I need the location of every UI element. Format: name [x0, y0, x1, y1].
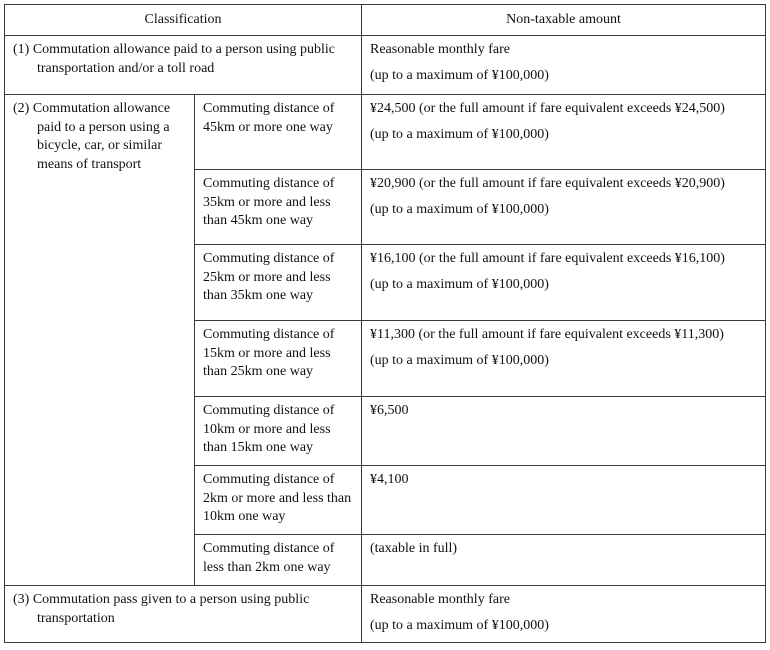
amount-max: (up to a maximum of ¥100,000) [370, 67, 549, 83]
amount-cell [362, 466, 766, 535]
amount-text: Reasonable monthly fare [370, 42, 510, 57]
amount-text: ¥6,500 [370, 403, 409, 418]
amount-text: ¥16,100 (or the full amount if fare equivalent exceeds ¥16,100) [370, 251, 725, 266]
distance-cell: Commuting distance of 10km or more and less than 15km one way [195, 397, 362, 466]
amount-text: (taxable in full) [370, 541, 458, 556]
header-non-taxable-amount: Non-taxable amount [362, 5, 766, 36]
amount-max: (up to a maximum of ¥100,000) [370, 617, 549, 633]
amount-text: ¥4,100 [370, 472, 409, 487]
amount-cell [362, 535, 766, 586]
row-public-transport [5, 36, 766, 95]
commutation-allowance-table [4, 4, 766, 643]
amount-cell [362, 170, 766, 245]
classification-label: (2) Commutation allowance paid to a person using a bicycle, car, or similar means of transport [13, 101, 171, 172]
classification-cell [5, 36, 362, 95]
amount-cell [362, 36, 766, 95]
amount-cell [362, 397, 766, 466]
distance-cell: Commuting distance of 15km or more and less than 25km one way [195, 321, 362, 397]
tier-row [5, 95, 766, 170]
amount-text: Reasonable monthly fare [370, 592, 510, 607]
distance-cell: Commuting distance of 25km or more and less than 35km one way [195, 245, 362, 321]
distance-cell: Commuting distance of 35km or more and less than 45km one way [195, 170, 362, 245]
amount-max: (up to a maximum of ¥100,000) [370, 352, 549, 368]
header-row [5, 5, 766, 36]
amount-text: ¥11,300 (or the full amount if fare equivalent exceeds ¥11,300) [370, 327, 724, 342]
distance-cell: Commuting distance of less than 2km one way [195, 535, 362, 586]
amount-cell [362, 321, 766, 397]
distance-cell: Commuting distance of 2km or more and less than 10km one way [195, 466, 362, 535]
classification-label: (1) Commutation allowance paid to a person using public transportation and/or a toll road [13, 42, 335, 76]
amount-text: ¥20,900 (or the full amount if fare equivalent exceeds ¥20,900) [370, 176, 725, 191]
amount-max: (up to a maximum of ¥100,000) [370, 276, 549, 292]
distance-cell: Commuting distance of 45km or more one way [195, 95, 362, 170]
amount-cell [362, 95, 766, 170]
row-commutation-pass [5, 586, 766, 643]
classification-label: (3) Commutation pass given to a person using public transportation [13, 592, 310, 626]
amount-text: ¥24,500 (or the full amount if fare equivalent exceeds ¥24,500) [370, 101, 725, 116]
header-classification: Classification [5, 5, 362, 36]
amount-cell [362, 586, 766, 643]
amount-cell [362, 245, 766, 321]
classification-cell [5, 95, 195, 586]
amount-max: (up to a maximum of ¥100,000) [370, 201, 549, 217]
classification-cell [5, 586, 362, 643]
amount-max: (up to a maximum of ¥100,000) [370, 126, 549, 142]
